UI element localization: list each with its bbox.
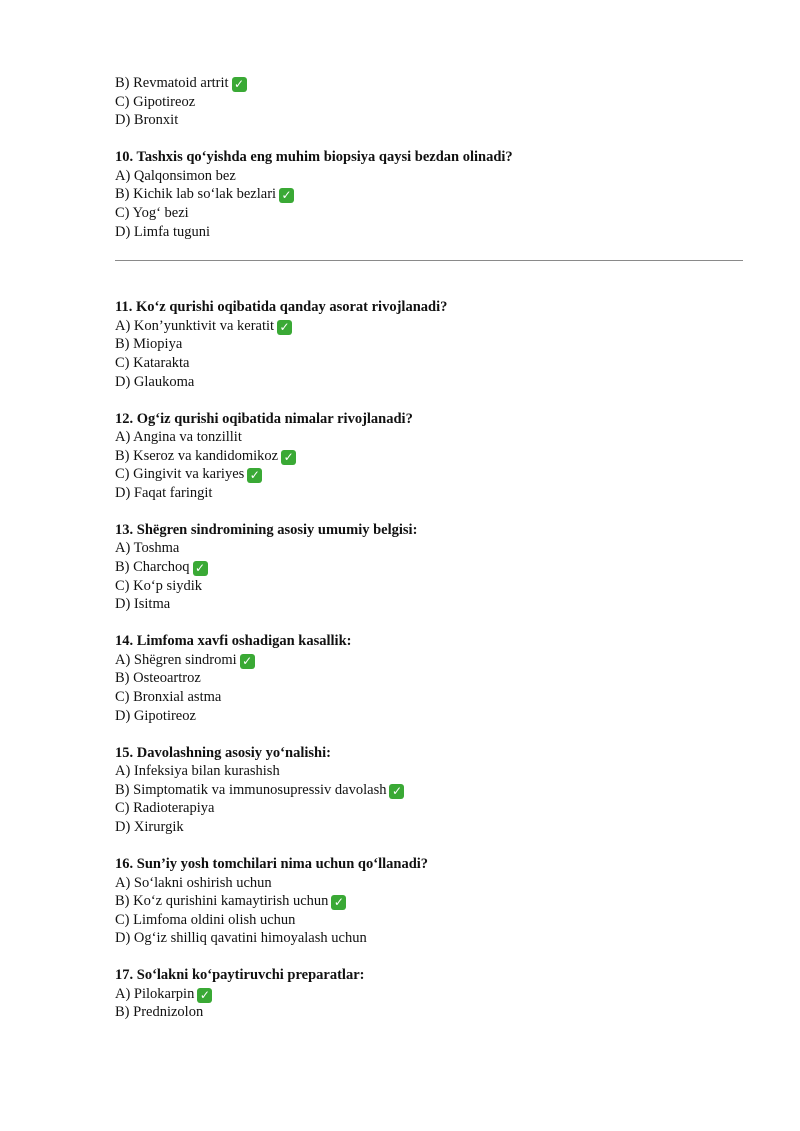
check-mark-icon: ✓	[240, 654, 255, 669]
option-text: C) Yog‘ bezi	[115, 204, 189, 221]
option-text: A) Pilokarpin	[115, 985, 195, 1002]
option-line	[115, 911, 745, 930]
option-text: A) Toshma	[115, 540, 180, 557]
option-text: B) Charchoq	[115, 559, 190, 576]
option-line	[115, 1003, 745, 1022]
option-line	[115, 539, 745, 558]
question-17	[115, 966, 745, 1022]
option-line	[115, 669, 745, 688]
question-title: 12. Og‘iz qurishi oqibatida nimalar rivojlanadi?	[115, 410, 413, 427]
option-line	[115, 558, 745, 577]
question-title: 17. So‘lakni ko‘paytiruvchi preparatlar:	[115, 967, 365, 984]
check-mark-icon: ✓	[389, 784, 404, 799]
option-line	[115, 762, 745, 781]
option-line	[115, 373, 745, 392]
option-text: D) Og‘iz shilliq qavatini himoyalash uchun	[115, 930, 367, 947]
option-text: A) Shëgren sindromi	[115, 651, 237, 668]
question-title: 15. Davolashning asosiy yo‘nalishi:	[115, 744, 331, 761]
question-9-tail	[115, 74, 745, 130]
question-title: 16. Sun’iy yosh tomchilari nima uchun qo‘llanadi?	[115, 855, 429, 872]
option-text: B) Kichik lab so‘lak bezlari	[115, 186, 277, 203]
check-mark-icon: ✓	[247, 468, 262, 483]
check-mark-icon: ✓	[232, 77, 247, 92]
option-text: B) Ko‘z qurishini kamaytirish uchun	[115, 893, 329, 910]
question-10	[115, 148, 745, 241]
option-line	[115, 167, 745, 186]
option-line	[115, 428, 745, 447]
option-line	[115, 111, 745, 130]
option-line	[115, 354, 745, 373]
option-text: C) Radioterapiya	[115, 800, 215, 817]
horizontal-divider	[115, 260, 743, 261]
question-title: 11. Ko‘z qurishi oqibatida qanday asorat rivojlanadi?	[115, 299, 448, 316]
option-text: C) Bronxial astma	[115, 689, 222, 705]
option-text: C) Ko‘p siydik	[115, 577, 202, 594]
option-line	[115, 185, 745, 204]
check-mark-icon: ✓	[331, 895, 346, 910]
option-text: D) Limfa tuguni	[115, 223, 211, 240]
question-title: 13. Shëgren sindromining asosiy umumiy belgisi:	[115, 521, 418, 538]
option-line	[115, 465, 745, 484]
option-line	[115, 447, 745, 466]
option-line	[115, 74, 745, 93]
option-text: A) Qalqonsimon bez	[115, 167, 236, 184]
option-text: A) So‘lakni oshirish uchun	[115, 874, 272, 891]
option-text: B) Prednizolon	[115, 1004, 204, 1021]
option-text: B) Revmatoid artrit	[115, 75, 229, 91]
option-line	[115, 595, 745, 614]
check-mark-icon: ✓	[197, 988, 212, 1003]
question-12	[115, 410, 745, 503]
option-line	[115, 781, 745, 800]
question-13	[115, 521, 745, 614]
option-line	[115, 484, 745, 503]
option-text: B) Miopiya	[115, 336, 183, 353]
question-11	[115, 298, 745, 391]
option-line	[115, 892, 745, 911]
option-text: D) Glaukoma	[115, 373, 195, 390]
option-line	[115, 204, 745, 223]
option-text: D) Isitma	[115, 596, 171, 613]
question-16	[115, 855, 745, 948]
option-line	[115, 688, 745, 707]
option-text: B) Simptomatik va immunosupressiv davolash	[115, 781, 387, 798]
option-text: C) Gingivit va kariyes	[115, 466, 245, 483]
option-text: D) Gipotireoz	[115, 707, 196, 724]
question-title: 14. Limfoma xavfi oshadigan kasallik:	[115, 633, 352, 650]
option-text: D) Xirurgik	[115, 818, 184, 835]
option-line	[115, 93, 745, 112]
option-line	[115, 707, 745, 726]
option-text: B) Kseroz va kandidomikoz	[115, 447, 279, 464]
option-text: C) Katarakta	[115, 354, 190, 371]
check-mark-icon: ✓	[277, 320, 292, 335]
option-line	[115, 929, 745, 948]
question-14	[115, 632, 745, 725]
option-line	[115, 335, 745, 354]
option-text: C) Gipotireoz	[115, 93, 196, 110]
option-text: D) Bronxit	[115, 112, 179, 129]
option-text: A) Kon’yunktivit va keratit	[115, 317, 275, 334]
option-text: A) Angina va tonzillit	[115, 429, 242, 446]
option-line	[115, 799, 745, 818]
question-15	[115, 744, 745, 837]
option-line	[115, 818, 745, 837]
option-line	[115, 223, 745, 242]
check-mark-icon: ✓	[193, 561, 208, 576]
check-mark-icon: ✓	[279, 188, 294, 203]
option-text: C) Limfoma oldini olish uchun	[115, 911, 296, 928]
option-line	[115, 874, 745, 893]
option-line	[115, 317, 745, 336]
option-text: D) Faqat faringit	[115, 484, 213, 501]
option-line	[115, 577, 745, 596]
option-line	[115, 651, 745, 670]
option-text: A) Infeksiya bilan kurashish	[115, 763, 280, 780]
option-text: B) Osteoartroz	[115, 670, 201, 687]
question-title: 10. Tashxis qo‘yishda eng muhim biopsiya qaysi bezdan olinadi?	[115, 149, 513, 166]
option-line	[115, 985, 745, 1004]
check-mark-icon: ✓	[281, 450, 296, 465]
document-page	[115, 74, 745, 1022]
